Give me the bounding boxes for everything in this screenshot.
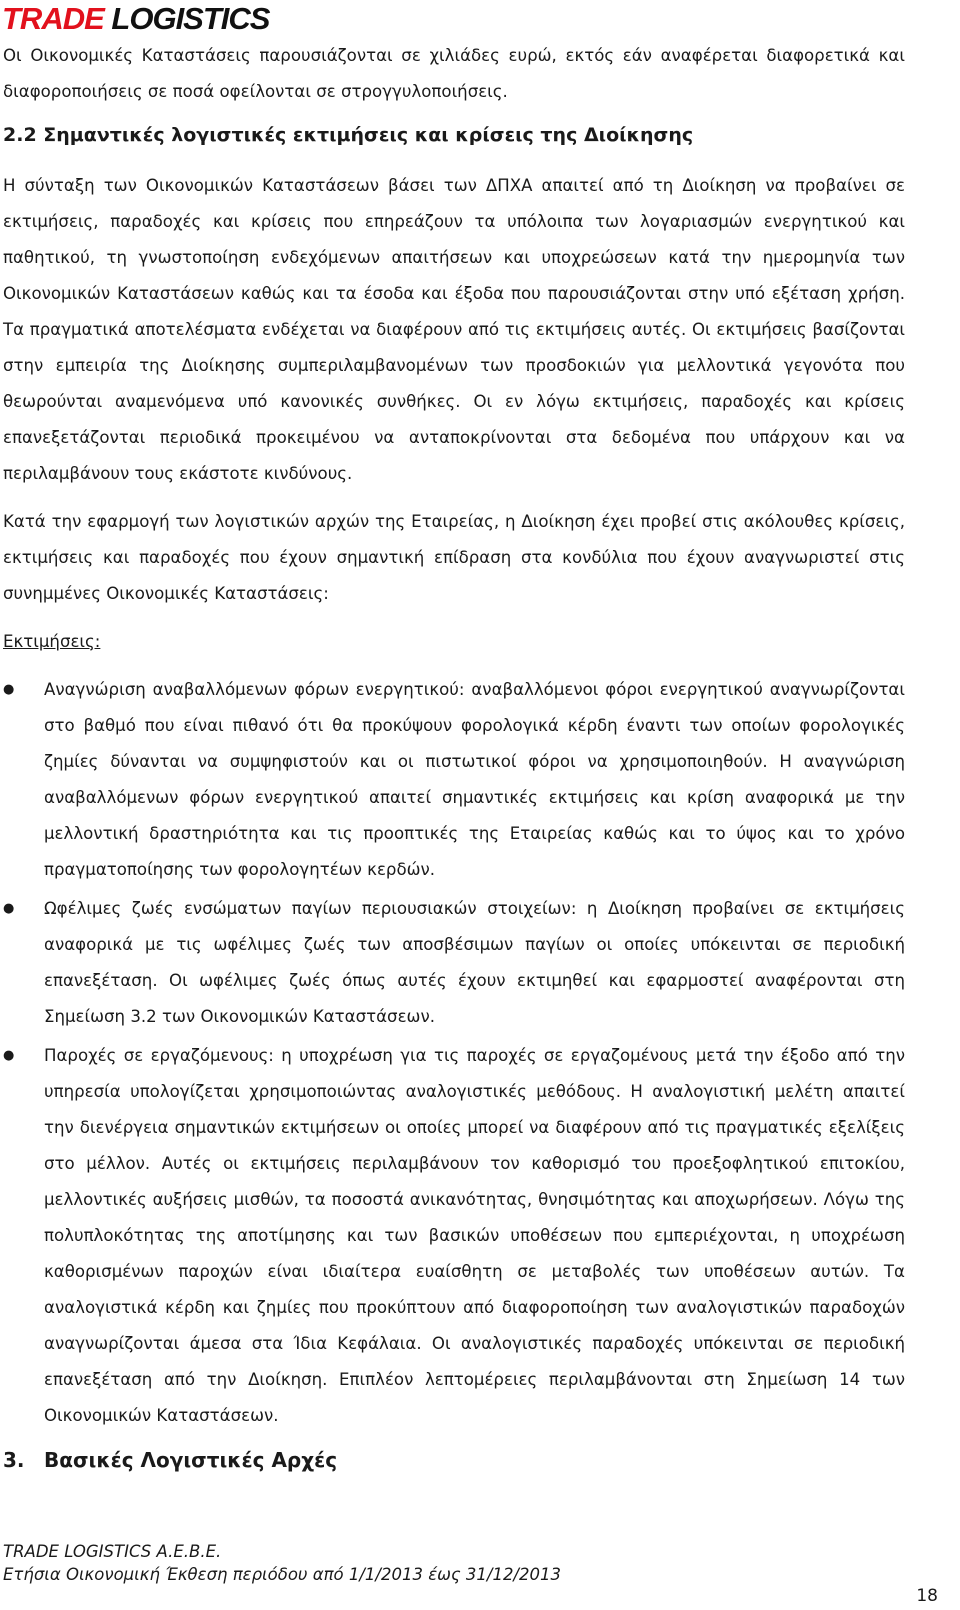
footer-report-title: Ετήσια Οικονομική Έκθεση περιόδου από 1/1/2013 έως 31/12/2013 [3, 1565, 561, 1584]
page-number: 18 [916, 1586, 938, 1606]
list-item-text: Ωφέλιμες ζωές ενσώματων παγίων περιουσιακών στοιχείων: η Διοίκηση προβαίνει σε εκτιμήσεις αναφορικά με τις ωφέλιμες ζωές των αποσβέσιμων παγίων οι οποίες υπόκεινται σε περιοδική επανεξέταση. Οι ωφέλιμες ζωές όπως αυτές έχουν εκτιμηθεί και εφαρμοστεί αναφέρονται στη Σημείωση 3.2 των Οικονομικών Καταστάσεων. [44, 899, 905, 1026]
bullet-icon: ● [3, 682, 15, 697]
list-item-text: Αναγνώριση αναβαλλόμενων φόρων ενεργητικού: αναβαλλόμενοι φόροι ενεργητικού αναγνωρίζονται στο βαθμό που είναι πιθανό ότι θα προκύψουν φορολογικά κέρδη έναντι των οποίων φορολογικές ζημίες δύνανται να συμψηφιστούν και οι πιστωτικοί φόροι να χρησιμοποιηθούν. Η αναγνώριση αναβαλλόμενων φόρων ενεργητικού απαιτεί σημαντικές εκτιμήσεις και κρίση αναφορικά με την μελλοντική δραστηριότητα και τις προοπτικές της Εταιρείας καθώς και το ύψος και το χρόνο πραγματοποίησης των φορολογητέων κερδών. [44, 680, 905, 879]
bullet-icon: ● [3, 1048, 15, 1063]
intro-paragraph: Οι Οικονομικές Καταστάσεις παρουσιάζονται σε χιλιάδες ευρώ, εκτός εάν αναφέρεται διαφορετικά και διαφοροποιήσεις σε ποσά οφείλονται σε στρογγυλοποιήσεις. [3, 46, 905, 101]
section-2-2-paragraph-2: Κατά την εφαρμογή των λογιστικών αρχών της Εταιρείας, η Διοίκηση έχει προβεί στις ακόλουθες κρίσεις, εκτιμήσεις και παραδοχές που έχουν σημαντική επίδραση στα κονδύλια που έχουν αναγνωριστεί στις συνημμένες Οικονομικές Καταστάσεις: [3, 512, 905, 603]
logo-trade: TRADE [2, 1, 104, 36]
list-item [3, 672, 905, 888]
document-body [3, 38, 905, 1480]
section-3-number: 3. [3, 1448, 25, 1472]
section-3-heading [3, 1440, 905, 1480]
footer-company: TRADE LOGISTICS A.E.B.E. [3, 1542, 222, 1561]
section-2-2-paragraph-1: Η σύνταξη των Οικονομικών Καταστάσεων βάσει των ΔΠΧΑ απαιτεί από τη Διοίκηση να προβαίνει σε εκτιμήσεις, παραδοχές και κρίσεις που επηρεάζουν τα υπόλοιπα των λογαριασμών ενεργητικού και παθητικού, τη γνωστοποίηση ενδεχόμενων απαιτήσεων και υποχρεώσεων κατά την ημερομηνία των Οικονομικών Καταστάσεων καθώς και τα έσοδα και έξοδα που παρουσιάζονται στην υπό εξέταση χρήση. Τα πραγματικά αποτελέσματα ενδέχεται να διαφέρουν από τις εκτιμήσεις αυτές. Οι εκτιμήσεις βασίζονται στην εμπειρία της Διοίκησης συμπεριλαμβανομένων των προσδοκιών για μελλοντικά γεγονότα που θεωρούνται αναμενόμενα υπό κανονικές συνθήκες. Οι εν λόγω εκτιμήσεις, παραδοχές και κρίσεις επανεξετάζονται περιοδικά προκειμένου να ανταποκρίνονται στα δεδομένα που υπάρχουν και να περιλαμβάνουν τους εκάστοτε κινδύνους. [3, 176, 905, 483]
section-2-2-heading: 2.2 Σημαντικές λογιστικές εκτιμήσεις και κρίσεις της Διοίκησης [3, 124, 694, 146]
list-item-text: Παροχές σε εργαζόμενους: η υποχρέωση για τις παροχές σε εργαζομένους μετά την έξοδο από την υπηρεσία υπολογίζεται χρησιμοποιώντας αναλογιστικές μεθόδους. Η αναλογιστική μελέτη απαιτεί την διενέργεια σημαντικών εκτιμήσεων οι οποίες μπορεί να διαφέρουν από τις πραγματικές εξελίξεις στο μέλλον. Αυτές οι εκτιμήσεις περιλαμβάνουν τον καθορισμό του προεξοφλητικού επιτοκίου, μελλοντικές αυξήσεις μισθών, τα ποσοστά ανικανότητας, θνησιμότητας και αποχωρήσεων. Λόγω της πολυπλοκότητας της αποτίμησης και των βασικών υποθέσεων που εμπεριέχονται, η υποχρέωση καθορισμένων παροχών είναι ιδιαίτερα ευαίσθητη σε μεταβολές των υποθέσεων αυτών. Τα αναλογιστικά κέρδη και ζημίες που προκύπτουν από διαφοροποίηση των αναλογιστικών παραδοχών αναγνωρίζονται άμεσα στα Ίδια Κεφάλαια. Οι αναλογιστικές παραδοχές υπόκεινται σε περιοδική επανεξέταση από την Διοίκηση. Επιπλέον λεπτομέρειες περιλαμβάνονται στη Σημείωση 14 των Οικονομικών Καταστάσεων. [44, 1046, 905, 1425]
section-3-title: Βασικές Λογιστικές Αρχές [44, 1448, 338, 1472]
estimates-label: Εκτιμήσεις: [3, 632, 101, 651]
list-item [3, 891, 905, 1035]
list-item [3, 1038, 905, 1434]
estimates-list [3, 672, 905, 1434]
logo-logistics: LOGISTICS [111, 1, 270, 36]
company-logo [2, 2, 269, 36]
bullet-icon: ● [3, 901, 15, 916]
page-footer [3, 1540, 561, 1586]
